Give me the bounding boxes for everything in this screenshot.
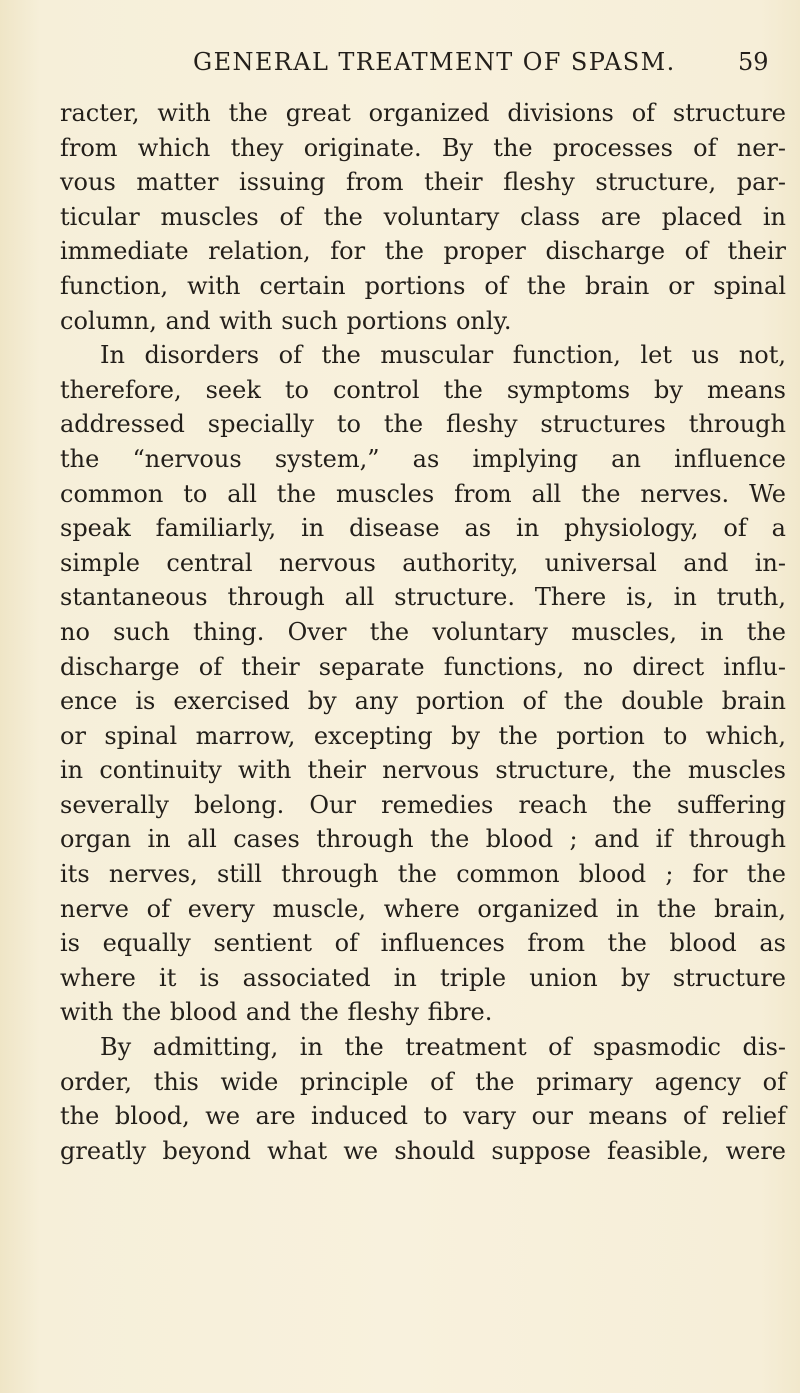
text-line: organ in all cases through the blood ; and if through bbox=[60, 825, 786, 854]
text-line: its nerves, still through the common blood ; for the bbox=[60, 860, 786, 889]
text-line: is equally sentient of influences from the blood as bbox=[60, 929, 786, 958]
paragraph-start-line: By admitting, in the treatment of spasmodic dis- bbox=[100, 1033, 786, 1062]
text-line: ticular muscles of the voluntary class are placed in bbox=[60, 202, 786, 231]
text-line: from which they originate. By the processes of ner- bbox=[60, 133, 786, 162]
text-line: nerve of every muscle, where organized in the brain, bbox=[60, 894, 786, 923]
text-line: where it is associated in triple union by structure bbox=[60, 963, 786, 992]
body-text bbox=[60, 96, 786, 1168]
text-line: no such thing. Over the voluntary muscles, in the bbox=[60, 617, 786, 646]
text-line: therefore, seek to control the symptoms by means bbox=[60, 375, 786, 404]
running-head bbox=[0, 48, 800, 88]
text-line: greatly beyond what we should suppose feasible, were bbox=[60, 1136, 786, 1165]
text-line: common to all the muscles from all the nerves. We bbox=[60, 479, 786, 508]
text-line: the “nervous system,” as implying an influence bbox=[60, 444, 786, 473]
text-line: order, this wide principle of the primary agency of bbox=[60, 1067, 786, 1096]
text-line: addressed specially to the fleshy structures through bbox=[60, 410, 786, 439]
text-line: in continuity with their nervous structure, the muscles bbox=[60, 756, 786, 785]
text-line: racter, with the great organized divisions of structure bbox=[60, 99, 786, 127]
text-line: the blood, we are induced to vary our means of relief bbox=[60, 1102, 786, 1131]
paragraph-start-line: In disorders of the muscular function, let us not, bbox=[100, 341, 786, 370]
text-line: with the blood and the fleshy fibre. bbox=[60, 998, 493, 1027]
text-line: stantaneous through all structure. There is, in truth, bbox=[60, 583, 786, 612]
text-line: speak familiarly, in disease as in physiology, of a bbox=[60, 514, 786, 543]
text-line: simple central nervous authority, universal and in- bbox=[60, 548, 786, 577]
text-line: immediate relation, for the proper discharge of their bbox=[60, 237, 786, 266]
text-line: or spinal marrow, excepting by the portion to which, bbox=[60, 721, 786, 750]
text-line: vous matter issuing from their fleshy structure, par- bbox=[60, 168, 786, 197]
text-line: discharge of their separate functions, no direct influ- bbox=[60, 652, 786, 681]
running-title: GENERAL TREATMENT OF SPASM. bbox=[193, 48, 676, 76]
text-line: ence is exercised by any portion of the double brain bbox=[60, 687, 786, 716]
page-number: 59 bbox=[738, 48, 769, 76]
text-line: column, and with such portions only. bbox=[60, 306, 512, 335]
text-line: function, with certain portions of the brain or spinal bbox=[60, 271, 786, 300]
text-line: severally belong. Our remedies reach the suffering bbox=[60, 790, 786, 819]
